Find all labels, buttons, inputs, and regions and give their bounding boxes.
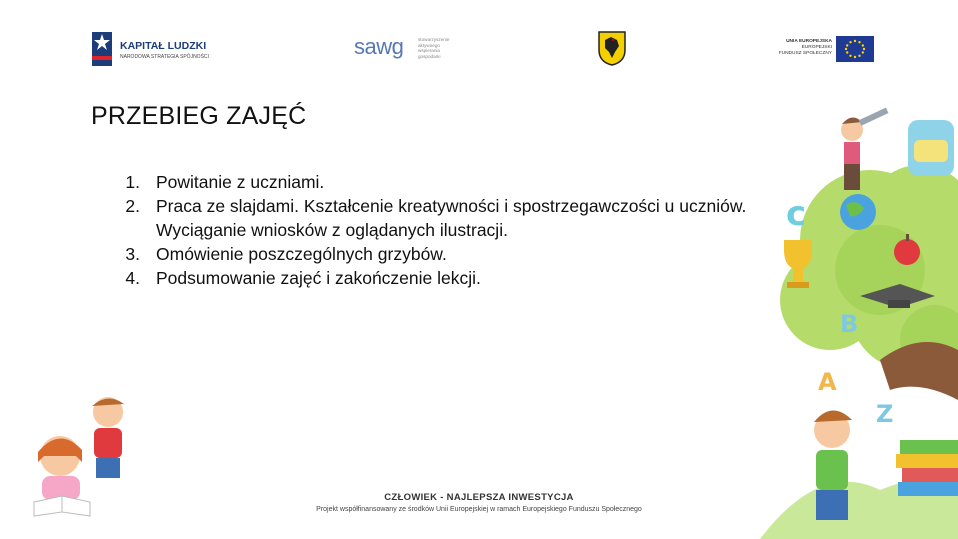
griffin-crest-icon [597, 30, 627, 66]
agenda-item [118, 242, 758, 266]
agenda-item-number: 1. [125, 172, 140, 192]
sawg-name: sawg [354, 34, 404, 59]
eu-line-2: EUROPEJSKI [801, 45, 832, 50]
agenda-item [118, 266, 758, 290]
svg-text:B: B [840, 310, 859, 338]
svg-text:c: c [786, 194, 807, 234]
agenda-item-number: 2. [125, 196, 140, 216]
children-school-illustration [760, 100, 958, 539]
agenda-item [118, 170, 758, 194]
svg-text:A: A [818, 368, 837, 396]
agenda-item-text: Praca ze slajdami. Kształcenie kreatywności i spostrzegawczości u uczniów. Wyciąganie wniosków z oglądanych ilustracji. [156, 196, 747, 240]
kapital-ludzki-logo [90, 28, 220, 68]
slide-title: PRZEBIEG ZAJĘĆ [91, 102, 307, 130]
agenda-item [118, 194, 758, 242]
kapital-ludzki-title: KAPITAŁ LUDZKI [120, 40, 207, 52]
kapital-ludzki-subtitle: NARODOWA STRATEGIA SPÓJNOŚCI [120, 54, 209, 60]
kapital-ludzki-logo-icon [90, 28, 116, 68]
agenda-list [118, 170, 758, 290]
eu-line-1: UNIA EUROPEJSKA [786, 39, 832, 44]
svg-text:Z: Z [876, 400, 894, 428]
agenda-item-text: Podsumowanie zajęć i zakończenie lekcji. [156, 268, 481, 288]
eu-line-3: FUNDUSZ SPOŁECZNY [778, 51, 832, 56]
agenda-item-number: 4. [125, 268, 140, 288]
agenda-item-number: 3. [125, 244, 140, 264]
footer-slogan: CZŁOWIEK - NAJLEPSZA INWESTYCJA [384, 492, 574, 503]
logo-bar [0, 0, 958, 80]
agenda-item-text: Powitanie z uczniami. [156, 172, 325, 192]
eu-flag-icon [836, 36, 874, 62]
eu-text [770, 39, 832, 57]
sawg-logo [354, 34, 464, 64]
sawg-tagline: stowarzyszenie aktywnego wspierania gospodarki [418, 37, 450, 59]
agenda-item-text: Omówienie poszczególnych grzybów. [156, 244, 447, 264]
eu-logo [770, 36, 878, 66]
footer-funding: Projekt współfinansowany ze środków Unii Europejskiej w ramach Europejskiego Funduszu Społecznego [316, 506, 642, 513]
